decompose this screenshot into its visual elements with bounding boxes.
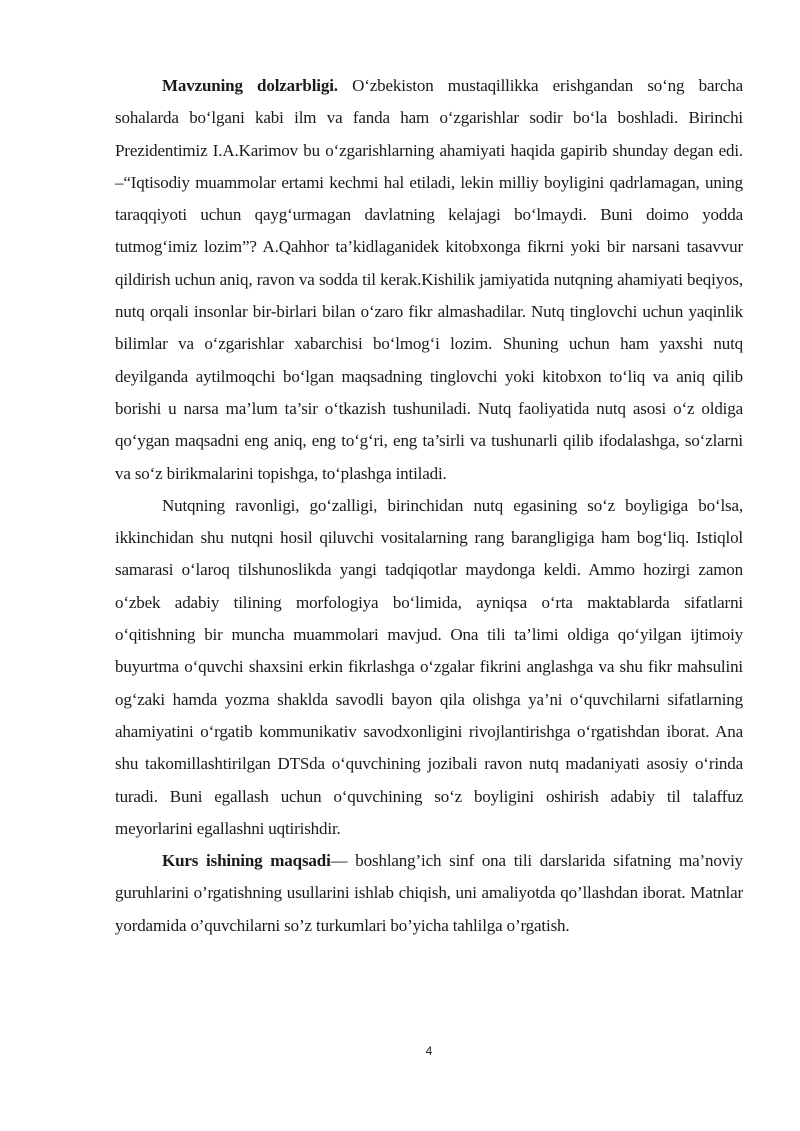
fluency-text: Nutqning ravonligi, go‘zalligi, birinchidan nutq egasining so‘z boyligiga bo‘lsa, ikkinchidan shu nutqni hosil qiluvchi vositalarning rang barangligiga ham bog‘liq. Istiqlol samarasi o‘laroq tilshunoslikda yangi tadqiqotlar maydonga keldi. Ammo hozirgi zamon o‘zbek adabiy tilining morfologiya bo‘limida, ayniqsa o‘rta maktablarda sifatlarni o‘qitishning bir muncha muammolari mavjud. Ona tili ta’limi oldiga qo‘yilgan ijtimoiy buyurtma o‘quvchi shaxsini erkin fikrlashga o‘zgalar fikrini anglashga va shu fikr mahsulini og‘zaki hamda yozma shaklda savodli bayon qila olishga ya’ni o‘quvchilarni sifatlarning ahamiyatini o‘rgatib kommunikativ savodxonligini rivojlantirishga o‘rgatishdan iborat. Ana shu takomillashtirilgan DTSda o‘quvchining jozibali ravon nutq madaniyati asosiy o‘rinda turadi. Buni egallash uchun o‘quvchining so‘z boyligini oshirish adabiy til talaffuz meyorlarini egallashni uqtirishdir. xyxy=(115,495,743,838)
goal-text: — boshlang’ich sinf ona tili darslarida sifatning ma’noviy guruhlarini o’rgatishning usullarini ishlab chiqish, uni amaliyotda qo’llashdan iborat. Matnlar yordamida o’quvchilarni so’z turkumlari bo’yicha tahlilga o’rgatish. xyxy=(115,851,744,935)
paragraph-goal xyxy=(115,845,743,942)
page-number: 4 xyxy=(425,1044,433,1058)
paragraph-fluency xyxy=(115,490,743,845)
relevance-heading: Mavzuning dolzarbligi. xyxy=(162,76,338,95)
goal-heading: Kurs ishining maqsadi xyxy=(162,851,331,871)
relevance-text: O‘zbekiston mustaqillikka erishgandan so‘ng barcha sohalarda bo‘lgani kabi ilm va fanda ham o‘zgarishlar sodir bo‘la boshladi. Birinchi Prezidentimiz I.A.Karimov bu o‘zgarishlarning ahamiyati haqida gapirib shunday degan edi. –“Iqtisodiy muammolar ertami kechmi hal etiladi, lekin milliy boyligini qadrlamagan, uning taraqqiyoti uchun qayg‘urmagan davlatning kelajagi bo‘lmaydi. Buni doimo yodda tutmog‘imiz lozim”? A.Qahhor ta’kidlaganidek kitobxonga fikrni yoki bir narsani tasavvur qildirish uchun aniq, ravon va sodda til kerak.Kishilik jamiyatida nutqning ahamiyati beqiyos, nutq orqali insonlar bir-birlari bilan o‘zaro fikr almashadilar. Nutq tinglovchi uchun yaqinlik bilimlar va o‘zgarishlar xabarchisi bo‘lmog‘i lozim. Shuning uchun ham yaxshi nutq deyilganda aytilmoqchi bo‘lgan maqsadning tinglovchi yoki kitobxon to‘liq va aniq qilib borishi u narsa ma’lum ta’sir o‘tkazish tushuniladi. Nutq faoliyatida nutq asosi o‘z oldiga qo‘ygan maqsadni eng aniq, eng to‘g‘ri, eng ta’sirli va tushunarli qilib ifodalashga, so‘zlarni va so‘z birikmalarini topishga, to‘plashga intiladi. xyxy=(115,76,743,483)
paragraph-relevance xyxy=(115,70,743,490)
